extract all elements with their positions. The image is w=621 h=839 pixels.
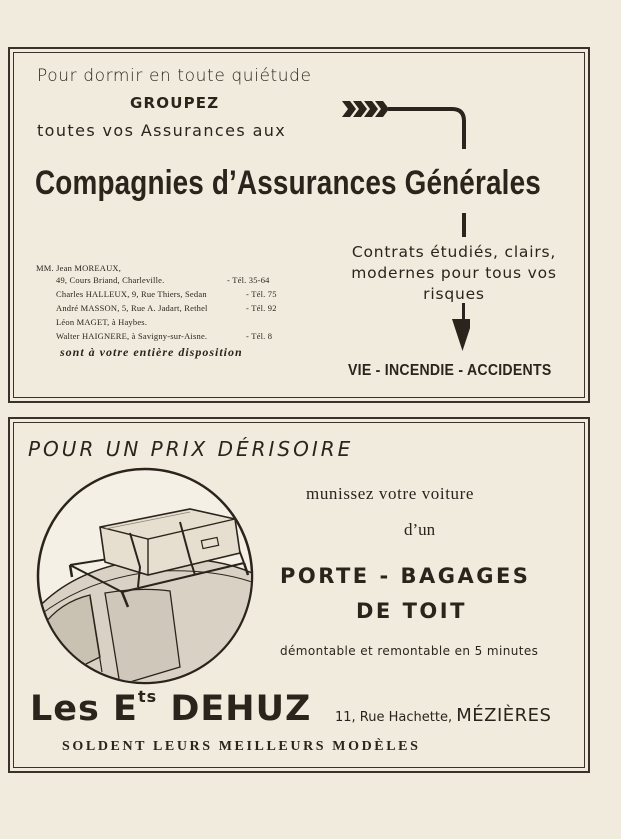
product-name-line2: DE TOIT (356, 599, 467, 623)
disposition-text: sont à votre entière disposition (60, 345, 243, 359)
insurance-advertisement (8, 47, 590, 403)
dealer-surname: DEHUZ (170, 689, 312, 729)
groupez-heading: GROUPEZ (130, 94, 220, 112)
agent-tel: - Tél. 75 (246, 289, 277, 299)
ad-subtext: munissez votre voiture (306, 484, 475, 503)
agent-tel: - Tél. 92 (246, 303, 277, 313)
agent-line: Walter HAIGNERE, à Savigny-sur-Aisne. (56, 331, 208, 341)
ad-subtext: toutes vos Assurances aux (37, 121, 287, 140)
agent-line: André MASSON, 5, Rue A. Jadart, Rethel (56, 303, 208, 313)
product-detail: démontable et remontable en 5 minutes (280, 644, 539, 658)
product-name-line1: PORTE - BAGAGES (280, 564, 531, 588)
dealer-street: 11, Rue Hachette, (335, 710, 453, 725)
dealer-address (335, 705, 551, 726)
ad-slogan: SOLDENT LEURS MEILLEURS MODÈLES (62, 739, 421, 754)
agent-line: Charles HALLEUX, 9, Rue Thiers, Sedan (56, 289, 207, 299)
agent-tel: - Tél. 8 (246, 331, 273, 341)
agents-intro: MM. Jean MOREAUX, (36, 263, 122, 273)
dealer-city: MÉZIÈRES (456, 705, 552, 726)
agent-line: 49, Cours Briand, Charleville. (56, 275, 165, 285)
insurance-branches: VIE - INCENDIE - ACCIDENTS (348, 362, 552, 379)
ad-subtext-dun: d’un (404, 520, 436, 539)
dealer-name (30, 689, 311, 729)
arrow-graphic (340, 93, 470, 353)
roof-rack-advertisement (8, 417, 590, 773)
ad-tagline: Pour dormir en toute quiétude (37, 66, 312, 86)
dealer-sup: ts (137, 687, 158, 706)
agent-tel: - Tél. 35-64 (227, 275, 270, 285)
dealer-prefix: Les E (30, 689, 138, 729)
agent-line: Léon MAGET, à Haybes. (56, 317, 148, 327)
car-roof-rack-illustration (30, 467, 260, 685)
contracts-text: Contrats étudiés, clairs, modernes pour tous vos risques (351, 243, 557, 303)
company-name: Compagnies d’Assurances Générales (35, 164, 541, 202)
ad-headline: POUR UN PRIX DÉRISOIRE (28, 437, 354, 461)
